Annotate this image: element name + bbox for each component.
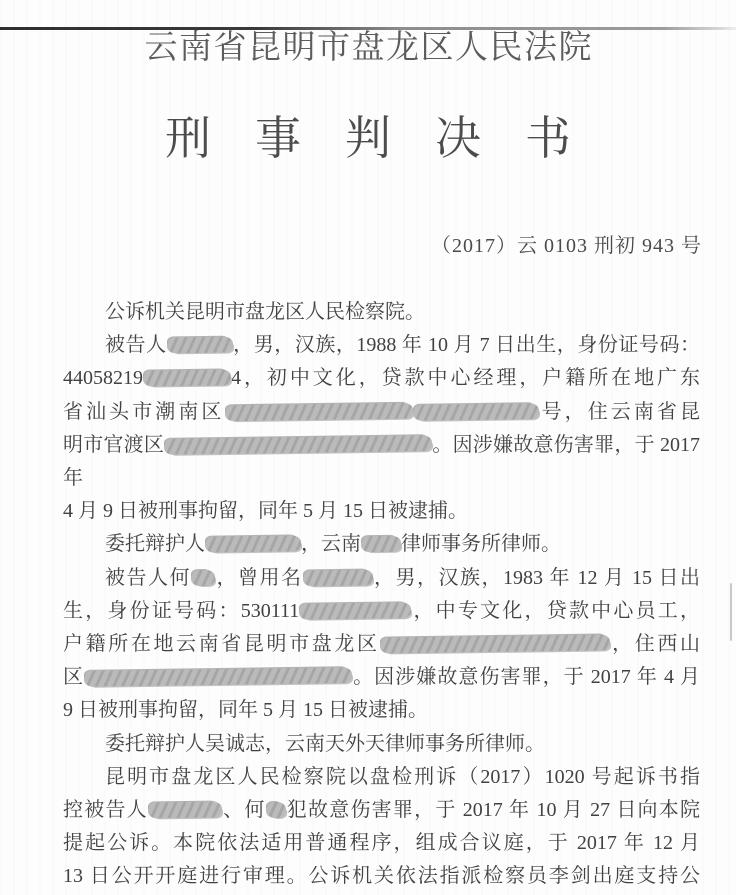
document-line xyxy=(63,595,700,628)
text-run: 委托辩护人 xyxy=(105,533,205,556)
text-run: ，男，汉族，1983 年 12 月 15 日出 xyxy=(372,566,700,589)
redaction-mark xyxy=(191,569,215,585)
text-run: 被告人何 xyxy=(105,566,191,589)
text-run: 区 xyxy=(63,666,85,689)
redaction-mark xyxy=(143,370,231,387)
document-body xyxy=(63,296,700,894)
redaction-mark xyxy=(224,402,412,421)
redaction-mark xyxy=(265,802,285,818)
text-run: 犯故意伤害罪，于 2017 年 10 月 27 日向本院 xyxy=(285,799,700,822)
text-run: 提起公诉。本院依法适用普通程序，组成合议庭，于 2017 年 12 月 xyxy=(63,832,700,855)
text-run: 13 日公开开庭进行审理。公诉机关依法指派检察员李剑出庭支持公 xyxy=(63,865,700,888)
document-line xyxy=(63,362,700,395)
text-run: ，中专文化，贷款中心员工， xyxy=(411,599,700,622)
document-line xyxy=(63,661,700,694)
text-run: 律师事务所律师。 xyxy=(401,533,561,556)
document-line xyxy=(63,329,700,362)
text-run: ，住西山 xyxy=(609,633,700,656)
redaction-mark xyxy=(379,634,609,653)
redaction-mark xyxy=(361,536,401,553)
text-run: 控被告人 xyxy=(63,799,148,822)
document-line xyxy=(63,694,700,727)
document-line xyxy=(63,396,700,429)
text-run: ，曾用名 xyxy=(215,566,303,589)
document-line xyxy=(63,728,700,761)
document-line xyxy=(63,296,700,329)
document-line xyxy=(63,761,700,794)
text-run: 户籍所在地云南省昆明市盘龙区 xyxy=(63,633,380,656)
text-run: 被告人 xyxy=(105,334,167,357)
text-run: 4，初中文化，贷款中心经理，户籍所在地广东 xyxy=(231,367,700,390)
redaction-mark xyxy=(84,667,352,687)
document-line xyxy=(63,794,700,827)
document-title: 刑事判决书 xyxy=(165,113,615,164)
redaction-mark xyxy=(205,536,301,553)
text-run: ，云南 xyxy=(301,533,361,556)
document-line xyxy=(63,495,700,528)
document-line xyxy=(63,562,700,595)
text-run: 昆明市盘龙区人民检察院以盘检刑诉（2017）1020 号起诉书指 xyxy=(105,765,700,788)
text-run: 公诉机关昆明市盘龙区人民检察院。 xyxy=(105,301,425,323)
text-run: 9 日被刑事拘留，同年 5 月 15 日被逮捕。 xyxy=(63,699,428,722)
redaction-mark xyxy=(299,602,411,620)
judgment-document xyxy=(0,27,736,894)
court-name: 云南省昆明市盘龙区人民法院 xyxy=(144,30,593,66)
text-run: 委托辩护人吴诚志，云南天外天律师事务所律师。 xyxy=(105,732,545,755)
scanned-judgment-page xyxy=(0,27,736,895)
text-run: 号，住云南省昆 xyxy=(538,400,700,423)
text-run: 44058219 xyxy=(63,367,143,390)
case-number: （2017）云 0103 刑初 943 号 xyxy=(431,235,702,257)
redaction-mark xyxy=(412,403,538,421)
document-line xyxy=(63,628,700,661)
scan-right-edge-artifact xyxy=(730,583,732,641)
document-line xyxy=(63,860,700,893)
redaction-mark xyxy=(302,569,372,586)
redaction-mark xyxy=(164,435,432,455)
text-run: 、何 xyxy=(221,799,266,822)
redaction-mark xyxy=(148,802,222,819)
document-line xyxy=(63,528,700,561)
document-line xyxy=(63,827,700,860)
text-run: 生，身份证号码：530111 xyxy=(63,599,300,622)
document-line xyxy=(63,429,700,495)
text-run: 省汕头市潮南区 xyxy=(63,400,225,423)
text-run: 4 月 9 日被刑事拘留，同年 5 月 15 日被逮捕。 xyxy=(63,500,468,523)
text-run: 。因涉嫌故意伤害罪，于 2017 年 xyxy=(63,433,700,490)
text-run: 。因涉嫌故意伤害罪，于 2017 年 4 月 xyxy=(352,666,700,689)
text-run: ，男，汉族，1988 年 10 月 7 日出生，身份证号码： xyxy=(232,334,700,357)
text-run: 明市官渡区 xyxy=(63,433,165,456)
redaction-mark xyxy=(167,337,233,354)
document-title-row xyxy=(0,113,736,176)
